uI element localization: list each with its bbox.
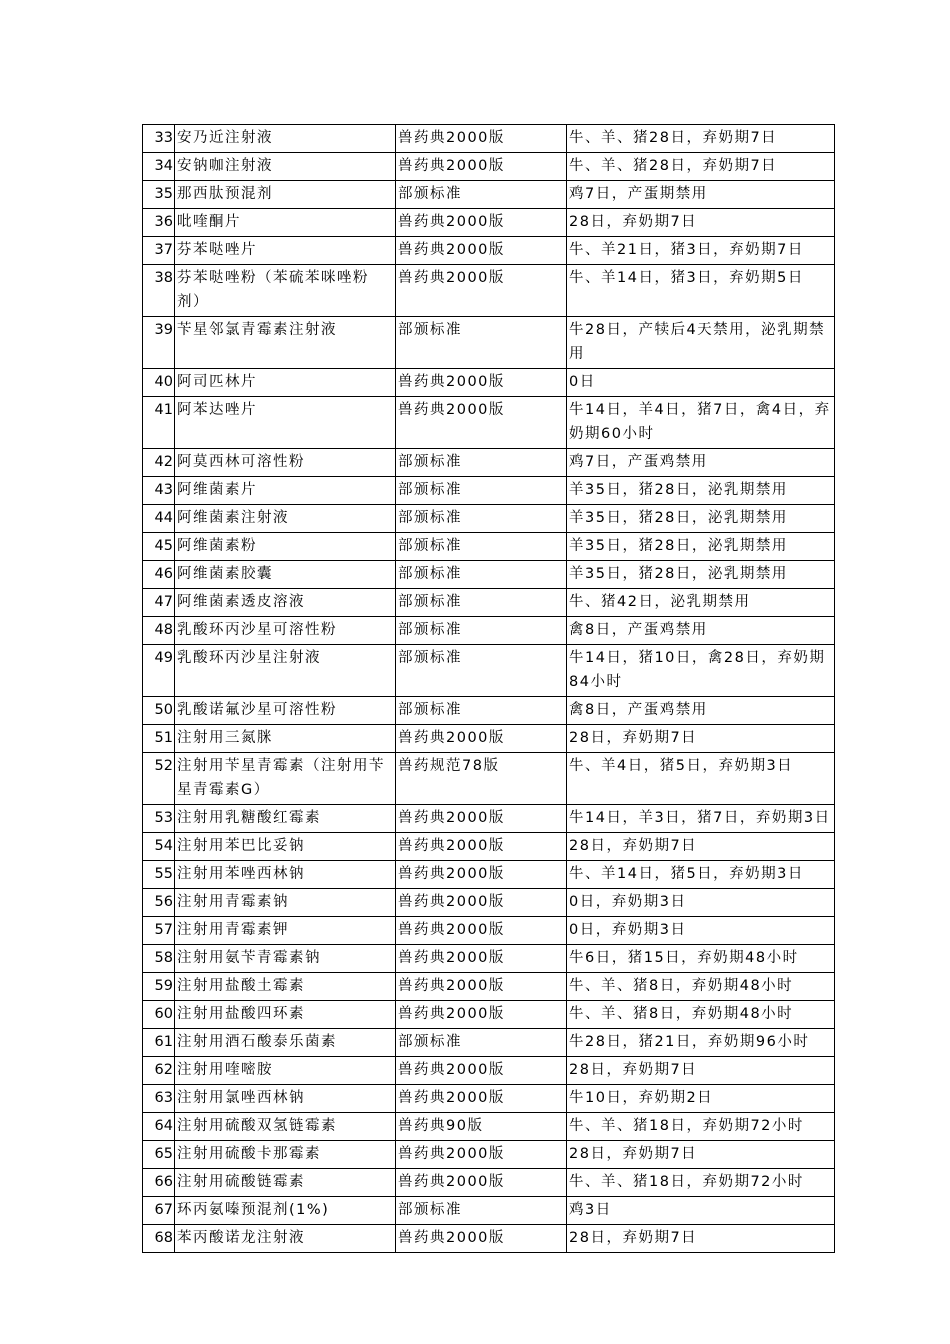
withdrawal-period-cell: 牛14日，羊3日，猪7日，弃奶期3日 (567, 805, 835, 833)
withdrawal-period-cell: 28日，弃奶期7日 (567, 833, 835, 861)
withdrawal-period-cell: 牛28日，猪21日，弃奶期96小时 (567, 1029, 835, 1057)
withdrawal-period-cell: 鸡7日，产蛋期禁用 (567, 181, 835, 209)
drug-name-cell: 阿维菌素粉 (175, 533, 396, 561)
drug-name-cell: 芬苯哒唑片 (175, 237, 396, 265)
withdrawal-period-cell: 0日 (567, 369, 835, 397)
table-row (143, 477, 835, 505)
withdrawal-period-cell: 牛、羊14日，猪5日，弃奶期3日 (567, 861, 835, 889)
table-row (143, 209, 835, 237)
withdrawal-period-cell: 禽8日，产蛋鸡禁用 (567, 617, 835, 645)
row-number-cell: 37 (143, 237, 175, 265)
standard-cell: 部颁标准 (396, 317, 567, 369)
withdrawal-period-cell: 禽8日，产蛋鸡禁用 (567, 697, 835, 725)
table-row (143, 833, 835, 861)
drug-name-cell: 注射用硫酸链霉素 (175, 1169, 396, 1197)
drug-name-cell: 注射用苄星青霉素（注射用苄星青霉素G） (175, 753, 396, 805)
row-number-cell: 64 (143, 1113, 175, 1141)
drug-name-cell: 注射用三氮脒 (175, 725, 396, 753)
row-number-cell: 63 (143, 1085, 175, 1113)
drug-name-cell: 注射用苯巴比妥钠 (175, 833, 396, 861)
row-number-cell: 59 (143, 973, 175, 1001)
withdrawal-period-cell: 鸡3日 (567, 1197, 835, 1225)
row-number-cell: 44 (143, 505, 175, 533)
row-number-cell: 38 (143, 265, 175, 317)
row-number-cell: 41 (143, 397, 175, 449)
row-number-cell: 56 (143, 889, 175, 917)
row-number-cell: 34 (143, 153, 175, 181)
table-row (143, 697, 835, 725)
row-number-cell: 60 (143, 1001, 175, 1029)
drug-name-cell: 阿司匹林片 (175, 369, 396, 397)
drug-name-cell: 阿苯达唑片 (175, 397, 396, 449)
table-row (143, 265, 835, 317)
withdrawal-period-cell: 牛、羊4日，猪5日，弃奶期3日 (567, 753, 835, 805)
table-row (143, 861, 835, 889)
withdrawal-period-cell: 羊35日，猪28日，泌乳期禁用 (567, 477, 835, 505)
standard-cell: 兽药典2000版 (396, 369, 567, 397)
table-row (143, 533, 835, 561)
table-row (143, 1225, 835, 1253)
withdrawal-period-cell: 羊35日，猪28日，泌乳期禁用 (567, 533, 835, 561)
row-number-cell: 47 (143, 589, 175, 617)
drug-name-cell: 阿维菌素透皮溶液 (175, 589, 396, 617)
row-number-cell: 50 (143, 697, 175, 725)
table-row (143, 917, 835, 945)
standard-cell: 兽药典2000版 (396, 1085, 567, 1113)
withdrawal-period-cell: 牛、羊、猪8日，弃奶期48小时 (567, 1001, 835, 1029)
standard-cell: 兽药典2000版 (396, 973, 567, 1001)
drug-name-cell: 注射用青霉素钾 (175, 917, 396, 945)
table-row (143, 753, 835, 805)
table-row (143, 805, 835, 833)
row-number-cell: 55 (143, 861, 175, 889)
row-number-cell: 61 (143, 1029, 175, 1057)
withdrawal-period-cell: 羊35日，猪28日，泌乳期禁用 (567, 561, 835, 589)
standard-cell: 兽药典2000版 (396, 725, 567, 753)
standard-cell: 部颁标准 (396, 617, 567, 645)
table-row (143, 449, 835, 477)
row-number-cell: 43 (143, 477, 175, 505)
withdrawal-period-cell: 牛、羊、猪8日，弃奶期48小时 (567, 973, 835, 1001)
table-row (143, 617, 835, 645)
standard-cell: 部颁标准 (396, 697, 567, 725)
table-row (143, 397, 835, 449)
standard-cell: 兽药典2000版 (396, 889, 567, 917)
drug-name-cell: 乳酸环丙沙星可溶性粉 (175, 617, 396, 645)
standard-cell: 兽药典2000版 (396, 1057, 567, 1085)
table-row (143, 1029, 835, 1057)
table-row (143, 153, 835, 181)
drug-name-cell: 注射用酒石酸泰乐菌素 (175, 1029, 396, 1057)
standard-cell: 部颁标准 (396, 477, 567, 505)
standard-cell: 兽药典2000版 (396, 1001, 567, 1029)
standard-cell: 兽药典2000版 (396, 805, 567, 833)
row-number-cell: 42 (143, 449, 175, 477)
table-row (143, 973, 835, 1001)
table-row (143, 369, 835, 397)
table-row (143, 1001, 835, 1029)
withdrawal-period-cell: 牛28日，产犊后4天禁用，泌乳期禁用 (567, 317, 835, 369)
drug-name-cell: 安钠咖注射液 (175, 153, 396, 181)
drug-name-cell: 阿维菌素注射液 (175, 505, 396, 533)
row-number-cell: 35 (143, 181, 175, 209)
withdrawal-period-cell: 0日，弃奶期3日 (567, 917, 835, 945)
standard-cell: 兽药典2000版 (396, 1141, 567, 1169)
row-number-cell: 57 (143, 917, 175, 945)
row-number-cell: 52 (143, 753, 175, 805)
standard-cell: 部颁标准 (396, 589, 567, 617)
withdrawal-period-cell: 牛、羊、猪28日，弃奶期7日 (567, 153, 835, 181)
drug-name-cell: 注射用氯唑西林钠 (175, 1085, 396, 1113)
table-row (143, 505, 835, 533)
drug-name-cell: 注射用氨苄青霉素钠 (175, 945, 396, 973)
withdrawal-period-cell: 牛、羊、猪28日，弃奶期7日 (567, 125, 835, 153)
withdrawal-period-cell: 牛14日，猪10日，禽28日，弃奶期84小时 (567, 645, 835, 697)
row-number-cell: 54 (143, 833, 175, 861)
row-number-cell: 67 (143, 1197, 175, 1225)
drug-name-cell: 苄星邻氯青霉素注射液 (175, 317, 396, 369)
table-body (143, 125, 835, 1253)
drug-name-cell: 注射用盐酸土霉素 (175, 973, 396, 1001)
standard-cell: 兽药典2000版 (396, 125, 567, 153)
row-number-cell: 66 (143, 1169, 175, 1197)
withdrawal-period-cell: 28日，弃奶期7日 (567, 209, 835, 237)
drug-name-cell: 注射用喹嘧胺 (175, 1057, 396, 1085)
withdrawal-period-cell: 28日，弃奶期7日 (567, 1141, 835, 1169)
standard-cell: 兽药典2000版 (396, 945, 567, 973)
drug-name-cell: 注射用青霉素钠 (175, 889, 396, 917)
row-number-cell: 46 (143, 561, 175, 589)
drug-name-cell: 那西肽预混剂 (175, 181, 396, 209)
standard-cell: 兽药典2000版 (396, 237, 567, 265)
table-row (143, 645, 835, 697)
drug-name-cell: 环丙氨嗪预混剂(1%) (175, 1197, 396, 1225)
drug-name-cell: 注射用盐酸四环素 (175, 1001, 396, 1029)
withdrawal-period-cell: 牛、猪42日，泌乳期禁用 (567, 589, 835, 617)
drug-name-cell: 苯丙酸诺龙注射液 (175, 1225, 396, 1253)
row-number-cell: 48 (143, 617, 175, 645)
standard-cell: 兽药典2000版 (396, 833, 567, 861)
table-row (143, 1113, 835, 1141)
drug-name-cell: 阿维菌素胶囊 (175, 561, 396, 589)
standard-cell: 兽药典2000版 (396, 1169, 567, 1197)
standard-cell: 部颁标准 (396, 505, 567, 533)
row-number-cell: 33 (143, 125, 175, 153)
drug-name-cell: 芬苯哒唑粉（苯硫苯咪唑粉剂） (175, 265, 396, 317)
standard-cell: 兽药典2000版 (396, 1225, 567, 1253)
withdrawal-period-cell: 0日，弃奶期3日 (567, 889, 835, 917)
withdrawal-period-cell: 28日，弃奶期7日 (567, 725, 835, 753)
withdrawal-period-cell: 羊35日，猪28日，泌乳期禁用 (567, 505, 835, 533)
drug-name-cell: 乳酸诺氟沙星可溶性粉 (175, 697, 396, 725)
standard-cell: 部颁标准 (396, 1197, 567, 1225)
table-row (143, 945, 835, 973)
table-row (143, 1197, 835, 1225)
withdrawal-period-cell: 鸡7日，产蛋鸡禁用 (567, 449, 835, 477)
withdrawal-period-cell: 28日，弃奶期7日 (567, 1225, 835, 1253)
withdrawal-period-cell: 牛、羊21日，猪3日，弃奶期7日 (567, 237, 835, 265)
standard-cell: 兽药典2000版 (396, 917, 567, 945)
withdrawal-period-cell: 28日，弃奶期7日 (567, 1057, 835, 1085)
withdrawal-period-table (142, 124, 835, 1253)
table-row (143, 125, 835, 153)
withdrawal-period-cell: 牛10日，弃奶期2日 (567, 1085, 835, 1113)
row-number-cell: 39 (143, 317, 175, 369)
standard-cell: 兽药典2000版 (396, 153, 567, 181)
row-number-cell: 65 (143, 1141, 175, 1169)
row-number-cell: 62 (143, 1057, 175, 1085)
row-number-cell: 51 (143, 725, 175, 753)
drug-name-cell: 阿莫西林可溶性粉 (175, 449, 396, 477)
drug-name-cell: 注射用硫酸卡那霉素 (175, 1141, 396, 1169)
standard-cell: 兽药典2000版 (396, 265, 567, 317)
withdrawal-period-cell: 牛、羊、猪18日，弃奶期72小时 (567, 1113, 835, 1141)
table-row (143, 317, 835, 369)
table-row (143, 1057, 835, 1085)
drug-name-cell: 注射用苯唑西林钠 (175, 861, 396, 889)
table-row (143, 589, 835, 617)
standard-cell: 部颁标准 (396, 181, 567, 209)
standard-cell: 部颁标准 (396, 561, 567, 589)
row-number-cell: 68 (143, 1225, 175, 1253)
row-number-cell: 53 (143, 805, 175, 833)
drug-name-cell: 阿维菌素片 (175, 477, 396, 505)
row-number-cell: 36 (143, 209, 175, 237)
table-row (143, 889, 835, 917)
table-row (143, 237, 835, 265)
table-row (143, 561, 835, 589)
row-number-cell: 40 (143, 369, 175, 397)
withdrawal-period-cell: 牛、羊、猪18日，弃奶期72小时 (567, 1169, 835, 1197)
row-number-cell: 58 (143, 945, 175, 973)
drug-name-cell: 乳酸环丙沙星注射液 (175, 645, 396, 697)
standard-cell: 部颁标准 (396, 645, 567, 697)
drug-name-cell: 安乃近注射液 (175, 125, 396, 153)
row-number-cell: 49 (143, 645, 175, 697)
withdrawal-period-cell: 牛14日，羊4日，猪7日，禽4日，弃奶期60小时 (567, 397, 835, 449)
table-row (143, 1141, 835, 1169)
withdrawal-period-cell: 牛、羊14日，猪3日，弃奶期5日 (567, 265, 835, 317)
row-number-cell: 45 (143, 533, 175, 561)
standard-cell: 兽药典2000版 (396, 209, 567, 237)
table-row (143, 1169, 835, 1197)
standard-cell: 部颁标准 (396, 1029, 567, 1057)
table-row (143, 725, 835, 753)
standard-cell: 部颁标准 (396, 449, 567, 477)
standard-cell: 兽药典2000版 (396, 397, 567, 449)
standard-cell: 兽药典2000版 (396, 861, 567, 889)
table-row (143, 181, 835, 209)
standard-cell: 兽药规范78版 (396, 753, 567, 805)
withdrawal-period-cell: 牛6日，猪15日，弃奶期48小时 (567, 945, 835, 973)
standard-cell: 兽药典90版 (396, 1113, 567, 1141)
standard-cell: 部颁标准 (396, 533, 567, 561)
drug-name-cell: 注射用硫酸双氢链霉素 (175, 1113, 396, 1141)
drug-name-cell: 注射用乳糖酸红霉素 (175, 805, 396, 833)
drug-name-cell: 吡喹酮片 (175, 209, 396, 237)
table-row (143, 1085, 835, 1113)
